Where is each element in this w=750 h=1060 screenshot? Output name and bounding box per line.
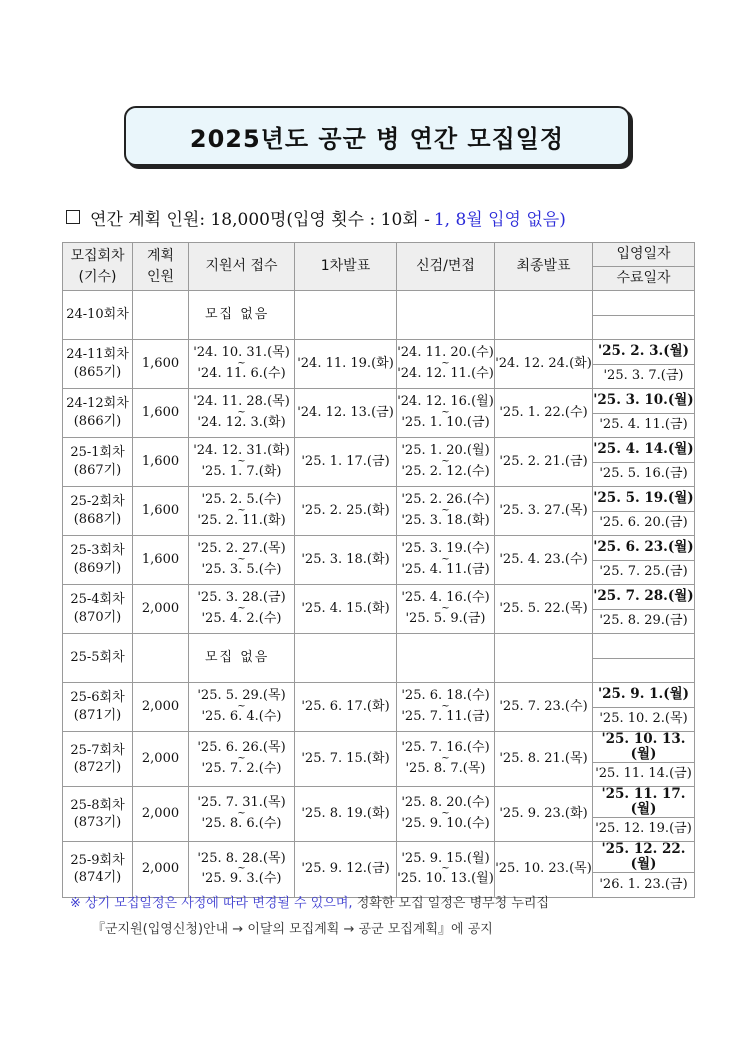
count-cell: 2,000 [133,585,189,634]
tilde: ~ [237,407,246,418]
round-cell [63,732,133,787]
count-cell: 1,600 [133,389,189,438]
count-cell: 1,600 [133,438,189,487]
title-banner [124,106,630,166]
header-round: 모집회차 (기수) [63,243,133,291]
final-cell: '25. 5. 22.(목) [495,585,593,634]
tilde: ~ [441,505,450,516]
apply-from: '25. 6. 26.(목) [197,740,286,756]
generation-label: (874기) [73,870,122,886]
apply-to: '25. 6. 4.(수) [201,709,282,724]
apply-cell [189,842,295,897]
apply-cell [189,340,295,389]
exam-cell [397,340,495,389]
tilde: ~ [441,753,450,765]
apply-cell [189,787,295,842]
page-title: 2025년도 공군 병 연간 모집일정 [189,124,565,153]
apply-to: '24. 12. 3.(화) [197,415,286,430]
round-cell [63,585,133,634]
first-cell: '25. 6. 17.(화) [295,683,397,732]
notice-highlight: ※ 상기 모집일정은 사정에 따라 변경될 수 있으며, [70,896,353,911]
apply-cell [189,683,295,732]
entry-cell: '25. 10. 13.(월) [593,732,695,763]
entry-cell: '25. 6. 23.(월) [593,536,695,561]
first-cell: '25. 8. 19.(화) [295,787,397,842]
finish-cell: '25. 10. 2.(목) [593,707,695,732]
entry-cell: '25. 9. 1.(월) [593,683,695,708]
finish-cell [593,315,695,340]
count-cell: 2,000 [133,787,189,842]
round-cell [63,536,133,585]
round-label: 24-11회차 [66,347,129,363]
header-apply: 지원서 접수 [189,243,295,291]
table-row [63,683,695,708]
round-label: 25-8회차 [70,797,125,813]
entry-cell: '25. 4. 14.(월) [593,438,695,463]
exam-from: '25. 4. 16.(수) [401,590,490,606]
exam-from: '25. 7. 16.(수) [401,740,490,756]
entry-cell: '25. 3. 10.(월) [593,389,695,414]
exam-to: '25. 5. 9.(금) [405,611,486,626]
exam-from: '25. 6. 18.(수) [401,688,490,704]
exam-to: '25. 3. 18.(화) [401,513,490,528]
notice-line-2: 『군지원(입영신청)안내 → 이달의 모집계획 → 공군 모집계획』에 공지 [92,922,493,937]
entry-cell: '25. 2. 3.(월) [593,340,695,365]
apply-to: '25. 8. 6.(수) [201,816,282,832]
tilde: ~ [237,505,246,516]
final-cell [495,634,593,683]
exam-cell [397,634,495,683]
round-cell [63,340,133,389]
round-cell [63,389,133,438]
exam-to: '25. 1. 10.(금) [401,415,490,430]
generation-label: (869기) [73,561,122,576]
entry-cell [593,634,695,659]
first-cell: '25. 7. 15.(화) [295,732,397,787]
final-cell: '25. 8. 21.(목) [495,732,593,787]
apply-to: '25. 9. 3.(수) [201,871,282,887]
exam-cell [397,732,495,787]
apply-from: '25. 2. 5.(수) [201,492,282,508]
header-final: 최종발표 [495,243,593,291]
exam-to: '24. 12. 11.(수) [397,366,494,381]
apply-cell [189,732,295,787]
round-cell [63,487,133,536]
no-recruit-cell: 모집 없음 [189,634,295,683]
count-cell: 1,600 [133,340,189,389]
finish-cell: '25. 8. 29.(금) [593,609,695,634]
finish-cell: '25. 7. 25.(금) [593,560,695,585]
table-row [63,340,695,365]
count-cell: 1,600 [133,487,189,536]
first-cell: '24. 11. 19.(화) [295,340,397,389]
count-cell: 1,600 [133,536,189,585]
first-cell: '25. 2. 25.(화) [295,487,397,536]
header-exam: 신검/면접 [397,243,495,291]
header-finish: 수료일자 [593,267,695,291]
plan-text: 연간 계획 인원: 18,000명(입영 횟수 : 10회 - [90,209,430,230]
generation-label: (873기) [73,815,122,831]
count-cell: 2,000 [133,842,189,897]
apply-cell [189,585,295,634]
entry-cell: '25. 11. 17.(월) [593,787,695,818]
tilde: ~ [441,456,450,467]
exam-cell [397,683,495,732]
schedule-table [62,242,695,898]
entry-cell: '25. 7. 28.(월) [593,585,695,610]
exam-to: '25. 7. 11.(금) [401,709,490,724]
table-row [63,536,695,561]
round-label: 25-3회차 [70,543,125,559]
count-cell [133,634,189,683]
round-label: 25-7회차 [70,742,125,758]
checkbox-square-icon [66,210,80,224]
exam-cell [397,585,495,634]
table-row [63,487,695,512]
apply-from: '24. 10. 31.(목) [193,345,290,361]
first-cell: '25. 9. 12.(금) [295,842,397,897]
exam-to: '25. 9. 10.(수) [401,816,490,832]
round-label: 25-9회차 [70,852,125,868]
apply-from: '25. 7. 31.(목) [197,795,286,811]
tilde: ~ [237,701,246,712]
table-row [63,291,695,316]
finish-cell: '25. 6. 20.(금) [593,511,695,536]
entry-cell [593,291,695,316]
exam-cell [397,536,495,585]
tilde: ~ [237,753,246,765]
apply-to: '24. 11. 6.(수) [197,366,286,381]
apply-to: '25. 1. 7.(화) [201,464,282,479]
generation-label: (866기) [73,414,122,429]
tilde: ~ [237,456,246,467]
apply-from: '25. 5. 29.(목) [197,688,286,704]
apply-to: '25. 4. 2.(수) [201,611,282,626]
generation-label: (865기) [73,365,122,380]
no-recruit-cell: 모집 없음 [189,291,295,340]
finish-cell: '25. 3. 7.(금) [593,364,695,389]
tilde: ~ [441,603,450,614]
finish-cell: '25. 4. 11.(금) [593,413,695,438]
notice-line-1 [70,892,710,914]
final-cell: '25. 9. 23.(화) [495,787,593,842]
round-label: 25-6회차 [70,690,125,706]
round-label: 25-4회차 [70,592,125,608]
round-label: 25-5회차 [70,650,125,666]
apply-cell [189,438,295,487]
exam-from: '24. 11. 20.(수) [397,345,494,361]
round-cell [63,291,133,340]
first-cell: '25. 1. 17.(금) [295,438,397,487]
final-cell: '25. 2. 21.(금) [495,438,593,487]
first-cell: '25. 3. 18.(화) [295,536,397,585]
exam-cell [397,438,495,487]
tilde: ~ [441,863,450,875]
header-first: 1차발표 [295,243,397,291]
final-cell: '24. 12. 24.(화) [495,340,593,389]
finish-cell: '25. 5. 16.(금) [593,462,695,487]
exam-from: '25. 2. 26.(수) [401,492,490,508]
plan-highlight: 1, 8월 입영 없음) [433,209,566,230]
exam-to: '25. 2. 12.(수) [401,464,490,479]
tilde: ~ [237,554,246,565]
exam-cell [397,389,495,438]
tilde: ~ [237,603,246,614]
round-cell [63,842,133,897]
exam-from: '24. 12. 16.(월) [397,394,494,410]
tilde: ~ [441,554,450,565]
final-cell: '25. 4. 23.(수) [495,536,593,585]
count-cell [133,291,189,340]
first-cell: '25. 4. 15.(화) [295,585,397,634]
exam-cell [397,787,495,842]
table-row [63,787,695,818]
round-cell [63,438,133,487]
finish-cell: '25. 12. 19.(금) [593,817,695,842]
generation-label: (867기) [73,463,122,478]
tilde: ~ [441,358,450,369]
notice-plain: 정확한 모집 일정은 병무청 누리집 [356,896,550,911]
round-cell [63,634,133,683]
generation-label: (868기) [73,512,122,527]
apply-to: '25. 2. 11.(화) [197,513,286,528]
round-cell [63,683,133,732]
exam-to: '25. 10. 13.(월) [397,871,494,887]
tilde: ~ [237,808,246,820]
table-row [63,634,695,659]
exam-from: '25. 8. 20.(수) [401,795,490,811]
apply-from: '24. 11. 28.(목) [193,394,290,410]
apply-cell [189,536,295,585]
apply-to: '25. 3. 5.(수) [201,562,282,577]
apply-from: '25. 3. 28.(금) [197,590,286,606]
round-cell [63,787,133,842]
generation-label: (870기) [73,610,122,625]
count-cell: 2,000 [133,732,189,787]
exam-cell [397,291,495,340]
apply-from: '25. 8. 28.(목) [197,850,286,866]
exam-from: '25. 1. 20.(월) [401,443,490,459]
tilde: ~ [441,701,450,712]
finish-cell: '25. 11. 14.(금) [593,762,695,787]
final-cell: '25. 3. 27.(목) [495,487,593,536]
tilde: ~ [441,808,450,820]
apply-from: '24. 12. 31.(화) [193,443,290,459]
first-cell [295,291,397,340]
final-cell: '25. 1. 22.(수) [495,389,593,438]
header-entry: 입영일자 [593,243,695,267]
first-cell [295,634,397,683]
table-row [63,732,695,763]
entry-cell: '25. 5. 19.(월) [593,487,695,512]
round-label: 25-2회차 [70,494,125,510]
final-cell: '25. 10. 23.(목) [495,842,593,897]
finish-cell: '26. 1. 23.(금) [593,873,695,898]
exam-from: '25. 9. 15.(월) [401,850,490,866]
header-count: 계획 인원 [133,243,189,291]
final-cell [495,291,593,340]
round-label: 24-10회차 [66,307,129,323]
table-row [63,842,695,873]
schedule-body [63,291,695,898]
count-cell: 2,000 [133,683,189,732]
apply-to: '25. 7. 2.(수) [201,761,282,777]
table-row [63,438,695,463]
exam-cell [397,842,495,897]
final-cell: '25. 7. 23.(수) [495,683,593,732]
annual-plan-line [66,204,706,230]
generation-label: (872기) [73,760,122,776]
finish-cell [593,658,695,683]
entry-cell: '25. 12. 22.(월) [593,842,695,873]
tilde: ~ [237,863,246,875]
round-label: 24-12회차 [66,396,129,412]
table-row [63,389,695,414]
round-label: 25-1회차 [70,445,125,461]
tilde: ~ [237,358,246,369]
apply-from: '25. 2. 27.(목) [197,541,286,557]
exam-to: '25. 8. 7.(목) [405,761,486,777]
first-cell: '24. 12. 13.(금) [295,389,397,438]
exam-from: '25. 3. 19.(수) [401,541,490,557]
apply-cell [189,487,295,536]
apply-cell [189,389,295,438]
generation-label: (871기) [73,708,122,723]
exam-cell [397,487,495,536]
table-row [63,585,695,610]
exam-to: '25. 4. 11.(금) [401,562,490,577]
tilde: ~ [441,407,450,418]
